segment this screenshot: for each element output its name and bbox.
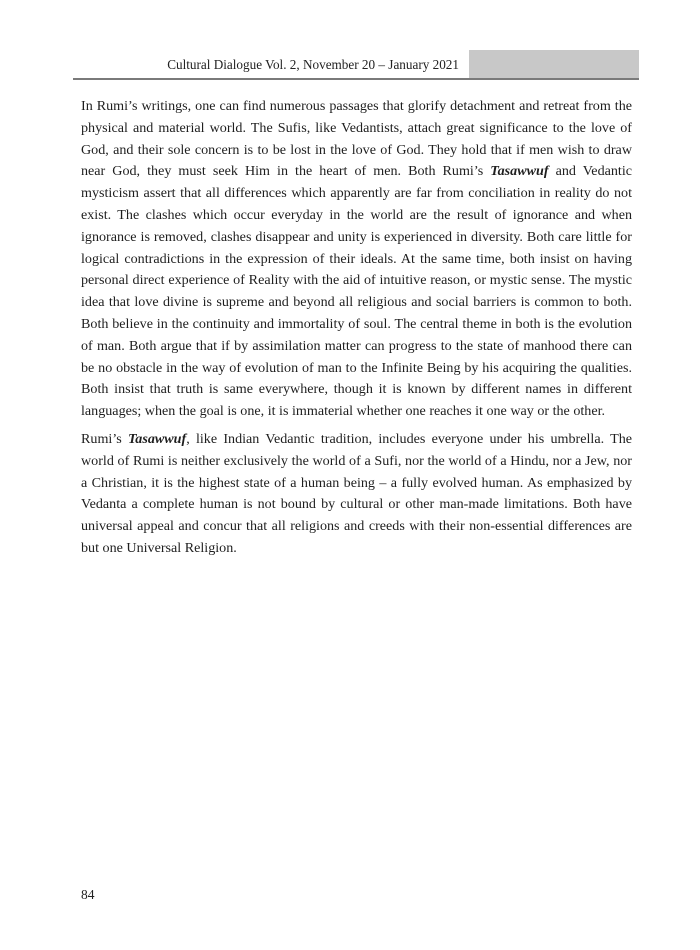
page-number: 84: [81, 887, 95, 902]
paragraph-1-text-a: In Rumi’s writings, one can find numerous passages that glorify detachment and retreat from the physical and material world. The Sufis, like Vedantists, attach great significance to the love of God, and their sole concern is to be lost in the love of God. They hold that if men wish to draw near God, they must seek Him in the heart of men. Both Rumi’s: [81, 98, 632, 180]
article-body: [81, 96, 632, 566]
paragraph-1: [81, 96, 632, 423]
header-shade-bar: [469, 50, 639, 78]
header-divider: [73, 78, 639, 80]
term-tasawwuf: Tasawwuf: [127, 430, 187, 447]
paragraph-2: [81, 429, 632, 560]
term-tasawwuf: Tasawwuf: [490, 163, 549, 180]
paragraph-2-text-a: Rumi’s: [81, 430, 128, 447]
paragraph-1-text-b: and Vedantic mysticism assert that all differences which apparently are far from conciliation in reality do not exist. The clashes which occur everyday in the world are the result of ignorance and when ignorance is removed, clashes disappear and unity is experienced in diversity. Both care little for logical contradictions in the expression of their ideals. At the same time, both insist on having personal direct experience of Reality with the aid of intuitive reason, or mystic sense. The mystic idea that love divine is supreme and beyond all religious and social barriers is common to both. Both believe in the continuity and immortality of soul. The central theme in both is the evolution of man. Both argue that if by assimilation matter can progress to the state of manhood there can be no obstacle in the way of evolution of man to the Infinite Being by his acquiring the qualities. Both insist that truth is same everywhere, though it is known by different names in different languages; when the goal is one, it is immaterial whether one reaches it one way or the other.: [81, 163, 633, 420]
journal-title: Cultural Dialogue Vol. 2, November 20 – January 2021: [167, 57, 459, 72]
running-header: [73, 50, 639, 79]
paragraph-2-text-b: , like Indian Vedantic tradition, includes everyone under his umbrella. The world of Rumi is neither exclusively the world of a Sufi, nor the world of a Hindu, nor a Jew, nor a Christian, it is the highest state of a human being – a fully evolved human. As emphasized by Vedanta a complete human is not bound by cultural or other man-made limitations. Both have universal appeal and concur that all religions and creeds with their non-essential differences are but one Universal Religion.: [81, 430, 632, 556]
